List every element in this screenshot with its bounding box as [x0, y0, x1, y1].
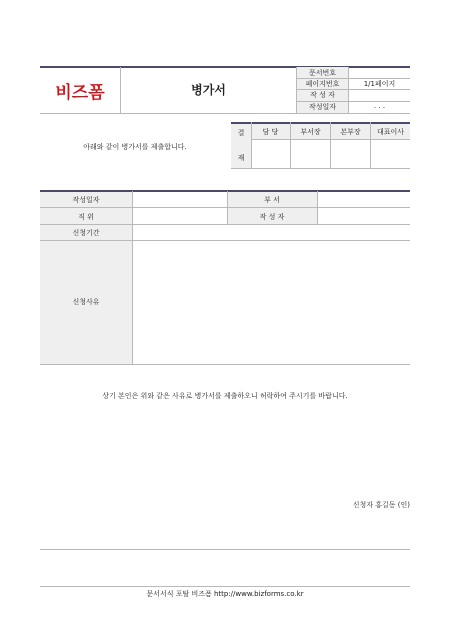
footer-text: 문서서식 포탈 비즈폼 http://www.bizforms.co.kr	[146, 590, 304, 598]
info-label-doc-number: 문서번호	[308, 69, 337, 77]
form-col-line-3	[317, 191, 318, 224]
form-top-border	[40, 190, 410, 192]
header-bottom-border	[40, 113, 410, 114]
form-col-line-1	[132, 191, 133, 364]
page-title: 병가서	[191, 83, 226, 97]
form-label-author: 작 성 자	[259, 213, 285, 221]
form-row-line-1	[40, 207, 410, 208]
info-label-page-number: 페이지번호	[305, 80, 340, 88]
bottom-divider	[40, 549, 410, 550]
footer-divider	[40, 586, 410, 587]
signature-text: 신청자 홍길동 (인)	[352, 501, 410, 509]
approval-table	[231, 122, 410, 169]
approval-bottom-border	[231, 168, 410, 169]
approval-col-ceo: 대표이사	[376, 128, 405, 136]
approval-col-dept-head: 부서장	[300, 128, 321, 136]
approval-col-division-head: 본부장	[340, 128, 361, 136]
form-bottom-border	[40, 364, 410, 365]
form-label-reason: 신청사유	[72, 298, 100, 306]
intro-text: 아래와 같이 병가서를 제출합니다.	[83, 143, 187, 151]
form-row-line-3	[40, 240, 410, 241]
info-value-page-number: 1/1페이지	[363, 80, 396, 88]
approval-side-top: 결	[237, 129, 245, 137]
approval-side-bottom: 재	[237, 154, 245, 162]
form-label-period: 신청기간	[72, 229, 100, 237]
brand-logo: 비즈폼	[55, 83, 105, 103]
info-label-author: 작 성 자	[310, 91, 335, 99]
info-value-date: . . .	[373, 102, 386, 110]
form-row-line-2	[40, 224, 410, 225]
approval-col-manager: 담 당	[262, 128, 279, 136]
form-label-position: 직 위	[78, 213, 94, 221]
form-label-department: 부 서	[264, 196, 280, 204]
approval-top-border	[231, 122, 410, 124]
statement-text: 상기 본인은 위와 같은 사유로 병가서를 제출하오니 허락하여 주시기를 바랍니다.	[102, 392, 348, 400]
form-label-write-date: 작성일자	[72, 196, 100, 204]
info-label-date: 작성일자	[308, 103, 337, 111]
header-top-border	[40, 66, 410, 68]
